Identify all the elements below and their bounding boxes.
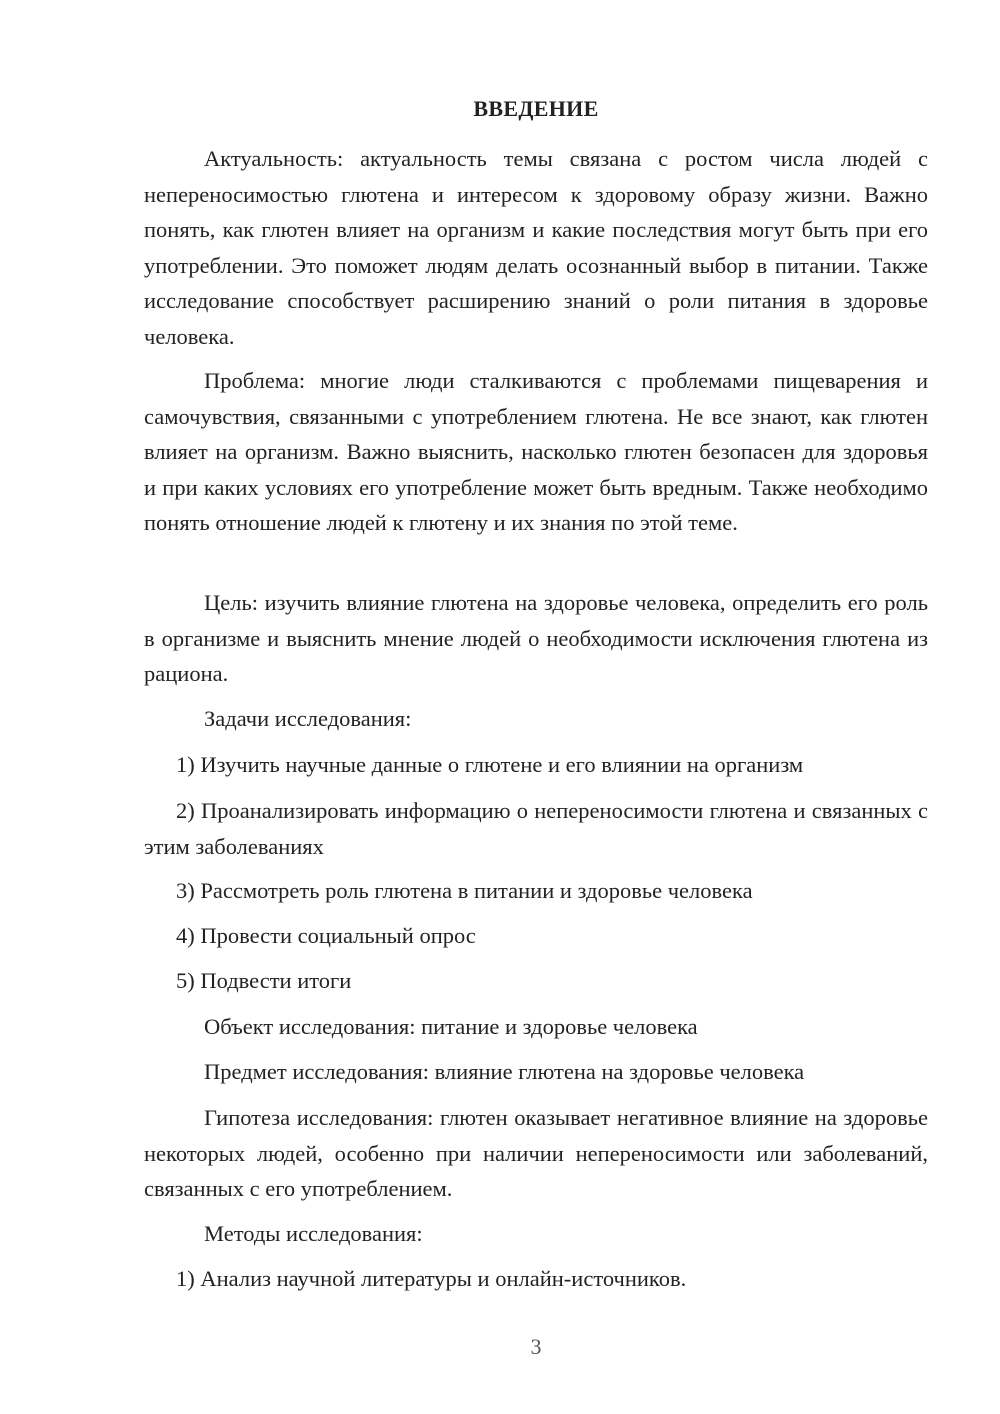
goal-paragraph: Цель: изучить влияние глютена на здоровье человека, определить его роль в организме и выяснить мнение людей о необходимости исключения глютена из рациона.: [144, 590, 928, 687]
tasks-title: Задачи исследования:: [204, 706, 412, 731]
relevance-paragraph: Актуальность: актуальность темы связана с ростом числа людей с непереносимостью глютена и интересом к здоровому образу жизни. Важно понять, как глютен влияет на организм и какие последствия могут быть при его употреблении. Это поможет людям делать осознанный выбор в питании. Также исследование способствует расширению знаний о роли питания в здоровье человека.: [144, 146, 928, 349]
page-number: 3: [530, 1334, 542, 1359]
methods-title: Методы исследования:: [204, 1221, 423, 1246]
task-item-4: 4) Провести социальный опрос: [176, 923, 476, 948]
problem-paragraph: Проблема: многие люди сталкиваются с проблемами пищеварения и самочувствия, связанными с употреблением глютена. Не все знают, как глютен влияет на организм. Важно выяснить, насколько глютен безопасен для здоровья и при каких условиях его употребление может быть вредным. Также необходимо понять отношение людей к глютену и их знания по этой теме.: [144, 368, 928, 536]
task-item-2: 2) Проанализировать информацию о непереносимости глютена и связанных с этим заболеваниях: [144, 798, 928, 859]
task-item-5: 5) Подвести итоги: [176, 968, 352, 993]
method-item-1: 1) Анализ научной литературы и онлайн-источников.: [176, 1266, 687, 1291]
subject-paragraph: Предмет исследования: влияние глютена на здоровье человека: [204, 1059, 805, 1084]
hypothesis-paragraph: Гипотеза исследования: глютен оказывает негативное влияние на здоровье некоторых людей, особенно при наличии непереносимости или заболеваний, связанных с его употреблением.: [144, 1105, 928, 1202]
section-heading: ВВЕДЕНИЕ: [473, 96, 599, 121]
task-item-1: 1) Изучить научные данные о глютене и его влиянии на организм: [176, 752, 804, 777]
task-item-3: 3) Рассмотреть роль глютена в питании и здоровье человека: [176, 878, 753, 903]
object-paragraph: Объект исследования: питание и здоровье человека: [204, 1014, 698, 1039]
